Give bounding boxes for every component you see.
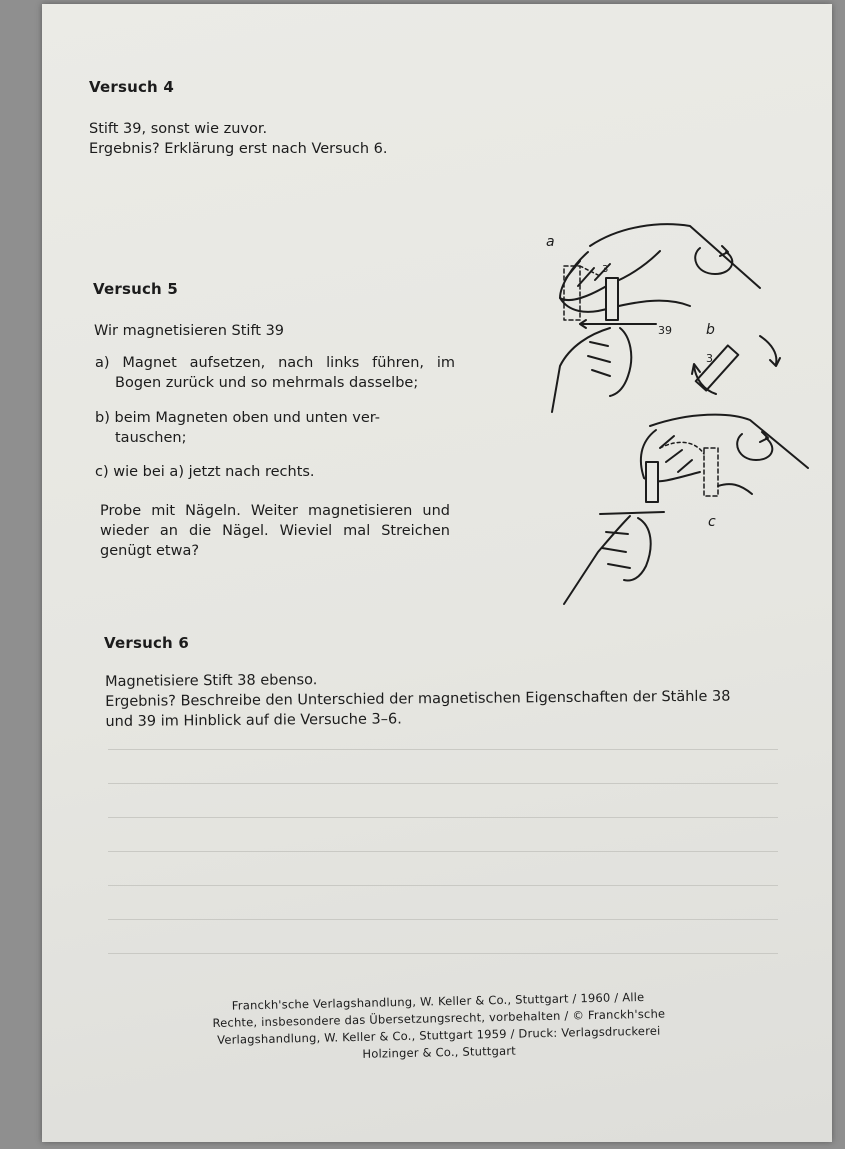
lower-hand-a-arm (552, 328, 610, 412)
magnet-ghost-left (564, 266, 580, 320)
lower-hand-c-fingers (624, 518, 651, 580)
upper-arm-c (650, 415, 808, 468)
probe-line: genügt etwa? (100, 543, 200, 559)
probe-line: Probe mit Nägeln. Weiter magnetisieren und (100, 503, 450, 519)
arrow-c (718, 484, 752, 494)
hands-magnet-drawing (460, 216, 810, 616)
magnetizing-illustration (460, 216, 810, 616)
item-c-line (95, 462, 455, 482)
answer-line (108, 919, 778, 920)
answer-lines (108, 749, 778, 987)
motion-dash-c (660, 442, 704, 454)
label-3-b: 3 (706, 352, 713, 365)
answer-line (108, 885, 778, 886)
arrow-b-right (760, 336, 776, 364)
answer-line (108, 953, 778, 954)
versuch5-intro: Wir magnetisieren Stift 39 (94, 323, 285, 339)
versuch5-item-a (95, 353, 455, 393)
versuch6-text (105, 667, 731, 732)
worksheet-page (42, 4, 832, 1142)
versuch4-line: Ergebnis? Erklärung erst nach Versuch 6. (89, 141, 388, 157)
item-b-cont: tauschen; (115, 430, 187, 446)
magnet-ghost-right (704, 448, 718, 496)
footer-line: Rechte, insbesondere das Übersetzungsrecht, vorbehalten / © Franckh'sche (212, 1006, 666, 1030)
magnet-solid (606, 278, 618, 320)
versuch5-item-c (95, 462, 455, 482)
lower-hand-a-lines (588, 342, 610, 376)
item-marker: b) (95, 410, 110, 426)
answer-line (108, 851, 778, 852)
lower-hand-c-lines (602, 532, 630, 568)
versuch5-item-b (95, 408, 455, 448)
lower-hand-c-arm (564, 516, 630, 604)
magnet-c-solid (646, 462, 658, 502)
knuckle-lines-c (660, 436, 692, 472)
lower-hand-a-fingers (610, 328, 631, 396)
versuch5-probe (100, 501, 450, 561)
label-a: a (546, 234, 555, 250)
versuch4-text (89, 119, 387, 159)
footer-line: Franckh'sche Verlagshandlung, W. Keller & Co., Stuttgart / 1960 / Alle (231, 989, 645, 1013)
item-c-text: wie bei a) jetzt nach rechts. (113, 464, 315, 480)
footer-line: Verlagshandlung, W. Keller & Co., Stuttgart 1959 / Druck: Verlagsdruckerei (217, 1023, 661, 1047)
arrowhead-b-right (770, 358, 780, 366)
footer-line: Holzinger & Co., Stuttgart (362, 1043, 517, 1061)
versuch4-line: Stift 39, sonst wie zuvor. (89, 121, 268, 137)
versuch6-line: Ergebnis? Beschreibe den Unterschied der magnetischen Eigenschaften der Stähle 38 (105, 688, 731, 710)
item-b-text: beim Magneten oben und unten ver- (114, 410, 381, 426)
versuch6-line: und 39 im Hinblick auf die Versuche 3–6. (105, 711, 402, 730)
item-b-line (95, 408, 455, 428)
label-3-top: 3 (602, 264, 609, 275)
versuch6-line: Magnetisiere Stift 38 ebenso. (105, 672, 318, 690)
publisher-footer (212, 989, 665, 1066)
item-marker: a) (95, 355, 110, 371)
item-marker: c) (95, 464, 109, 480)
item-a-line (95, 353, 455, 373)
item-a-text: Magnet aufsetzen, nach links führen, im (122, 355, 455, 371)
answer-line (108, 749, 778, 750)
versuch5-heading: Versuch 5 (93, 280, 178, 298)
versuch4-heading: Versuch 4 (89, 78, 174, 96)
rotation-arrowhead-top (720, 246, 728, 256)
probe-line: wieder an die Nägel. Wieviel mal Streichen (100, 523, 450, 539)
label-c: c (708, 514, 716, 530)
answer-line (108, 783, 778, 784)
pin-c (600, 512, 664, 514)
item-a-cont: Bogen zurück und so mehrmals dasselbe; (115, 375, 419, 391)
versuch6-heading: Versuch 6 (104, 634, 189, 652)
answer-line (108, 817, 778, 818)
label-b: b (706, 322, 715, 338)
label-39: 39 (658, 324, 672, 337)
